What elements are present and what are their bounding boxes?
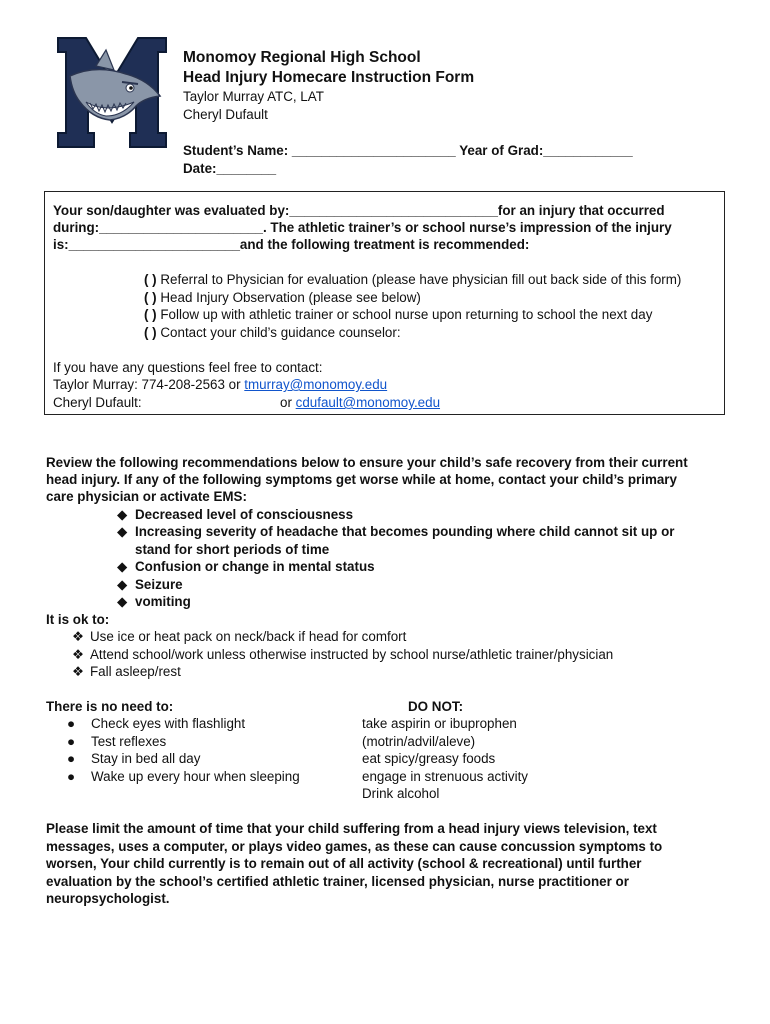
contact-taylor (53, 376, 387, 394)
no-need-item: ● Stay in bed all day (67, 751, 201, 766)
option-checkbox[interactable]: ( ) (144, 325, 157, 340)
diamond-bullet-icon: ◆ (117, 594, 128, 609)
do-not-item: eat spicy/greasy foods (362, 751, 496, 766)
option-checkbox[interactable]: ( ) (144, 290, 157, 305)
symptom-item: ◆ Increasing severity of headache that becomes pounding where child cannot sit up or (117, 524, 675, 539)
dot-bullet-icon: ● (67, 769, 76, 784)
dot-bullet-icon: ● (67, 751, 76, 766)
do-not-item: (motrin/advil/aleve) (362, 734, 476, 749)
closing-line-1: Please limit the amount of time that your child suffering from a head injury views television, text (46, 821, 657, 836)
symptom-item: ◆ Decreased level of consciousness (117, 507, 354, 522)
dot-bullet-icon: ● (67, 716, 76, 731)
date-field[interactable]: Date:________ (183, 161, 277, 176)
no-need-item: ● Check eyes with flashlight (67, 716, 246, 731)
review-line-1: Review the following recommendations below to ensure your child’s safe recovery from their current (46, 455, 688, 470)
option-text: Head Injury Observation (please see below) (160, 290, 421, 305)
four-diamond-bullet-icon: ❖ (72, 629, 85, 644)
option-text: Follow up with athletic trainer or school nurse upon returning to school the next day (160, 307, 653, 322)
symptom-item-continued: stand for short periods of time (135, 542, 330, 557)
review-line-2: head injury. If any of the following symptoms get worse while at home, contact your child’s primary (46, 472, 677, 487)
option-referral[interactable] (144, 271, 681, 289)
closing-line-5: neuropsychologist. (46, 891, 170, 906)
contact-label: Taylor Murray: 774-208-2563 or (53, 377, 241, 392)
form-header (183, 48, 474, 123)
contact-cheryl (280, 394, 440, 412)
option-text: Referral to Physician for evaluation (please have physician fill out back side of this form) (160, 272, 682, 287)
four-diamond-bullet-icon: ❖ (72, 647, 85, 662)
ok-item: ❖ Use ice or heat pack on neck/back if head for comfort (72, 629, 407, 644)
no-need-item: ● Test reflexes (67, 734, 167, 749)
school-logo (56, 36, 168, 149)
symptom-item: ◆ Confusion or change in mental status (117, 559, 375, 574)
do-not-item: engage in strenuous activity (362, 769, 528, 784)
do-not-item: take aspirin or ibuprophen (362, 716, 517, 731)
no-need-heading: There is no need to: (46, 699, 174, 714)
closing-line-3: worsen, Your child currently is to remain out of all activity (school & recreational) until further (46, 856, 642, 871)
contact-or: or (280, 395, 292, 410)
diamond-bullet-icon: ◆ (117, 577, 128, 592)
symptom-item: ◆ vomiting (117, 594, 191, 609)
email-link-cdufault[interactable]: cdufault@monomoy.edu (295, 395, 441, 410)
diamond-bullet-icon: ◆ (117, 507, 128, 522)
ok-item: ❖ Attend school/work unless otherwise instructed by school nurse/athletic trainer/physician (72, 647, 614, 662)
option-observation[interactable] (144, 289, 421, 307)
staff-name-2: Cheryl Dufault (183, 106, 268, 122)
dot-bullet-icon: ● (67, 734, 76, 749)
option-follow-up[interactable] (144, 306, 652, 324)
injury-during-field[interactable]: during:______________________. The athletic trainer’s or school nurse’s impression of the injury (53, 220, 672, 235)
evaluator-field[interactable]: Your son/daughter was evaluated by:____________________________for an injury that occurred (53, 203, 665, 218)
diamond-bullet-icon: ◆ (117, 524, 128, 539)
contact-cheryl-label: Cheryl Dufault: (53, 395, 142, 410)
closing-line-4: evaluation by the school’s certified athletic trainer, licensed physician, nurse practitioner or (46, 874, 629, 889)
staff-name-1: Taylor Murray ATC, LAT (183, 89, 324, 104)
option-counselor[interactable] (144, 324, 401, 342)
impression-field[interactable]: is:_______________________and the following treatment is recommended: (53, 237, 530, 252)
form-title: Head Injury Homecare Instruction Form (183, 69, 475, 86)
no-need-item: ● Wake up every hour when sleeping (67, 769, 300, 784)
email-link-tmurray[interactable]: tmurray@monomoy.edu (244, 377, 388, 392)
diamond-bullet-icon: ◆ (117, 559, 128, 574)
do-not-heading: DO NOT: (408, 699, 464, 714)
review-line-3: care physician or activate EMS: (46, 489, 247, 504)
ok-item: ❖ Fall asleep/rest (72, 664, 181, 679)
do-not-item: Drink alcohol (362, 786, 440, 801)
school-name: Monomoy Regional High School (183, 49, 421, 66)
symptom-item: ◆ Seizure (117, 577, 183, 592)
option-checkbox[interactable]: ( ) (144, 307, 157, 322)
option-text: Contact your child’s guidance counselor: (160, 325, 401, 340)
four-diamond-bullet-icon: ❖ (72, 664, 85, 679)
ok-heading: It is ok to: (46, 612, 110, 627)
student-name-field[interactable]: Student’s Name: ______________________ Year of Grad:____________ (183, 143, 633, 158)
closing-line-2: messages, uses a computer, or plays video games, as these can cause concussion symptoms to (46, 839, 663, 854)
contact-intro: If you have any questions feel free to contact: (53, 360, 323, 375)
option-checkbox[interactable]: ( ) (144, 272, 157, 287)
